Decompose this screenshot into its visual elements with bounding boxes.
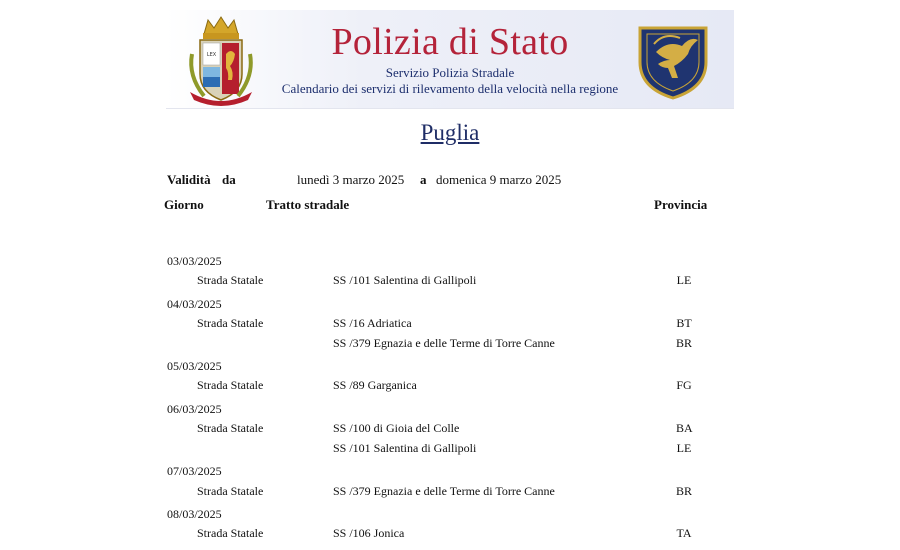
road-type: Strada Statale <box>197 484 264 498</box>
validity-to-label: a <box>420 172 427 187</box>
road-segment: SS /379 Egnazia e delle Terme di Torre Canne <box>333 336 555 350</box>
day-date: 04/03/2025 <box>167 297 222 311</box>
validity-from-label: da <box>222 172 236 187</box>
province-code: FG <box>676 378 692 392</box>
province-code: LE <box>676 273 692 287</box>
day-date: 06/03/2025 <box>167 402 222 416</box>
road-segment: SS /101 Salentina di Gallipoli <box>333 441 477 455</box>
day-date: 08/03/2025 <box>167 507 222 521</box>
banner-title: Polizia di Stato <box>331 21 569 63</box>
road-type: Strada Statale <box>197 421 264 435</box>
road-segment: SS /379 Egnazia e delle Terme di Torre Canne <box>333 484 555 498</box>
province-code: LE <box>676 441 692 455</box>
day-date: 07/03/2025 <box>167 464 222 478</box>
banner-subtitle-service: Servizio Polizia Stradale <box>385 65 515 80</box>
province-code: BT <box>676 316 692 330</box>
day-date: 03/03/2025 <box>167 254 222 268</box>
road-segment: SS /16 Adriatica <box>333 316 412 330</box>
road-type: Strada Statale <box>197 273 264 287</box>
validity-end-date: domenica 9 marzo 2025 <box>436 172 562 187</box>
header-banner <box>166 10 734 109</box>
road-type: Strada Statale <box>197 526 264 540</box>
road-segment: SS /89 Garganica <box>333 378 417 392</box>
validity-start-date: lunedì 3 marzo 2025 <box>297 172 405 187</box>
column-header-province: Provincia <box>654 197 708 212</box>
road-type: Strada Statale <box>197 378 264 392</box>
province-code: BR <box>676 484 693 498</box>
column-header-road: Tratto stradale <box>266 197 350 212</box>
province-code: BR <box>676 336 693 350</box>
day-date: 05/03/2025 <box>167 359 222 373</box>
road-segment: SS /106 Jonica <box>333 526 405 540</box>
svg-text:LEX: LEX <box>206 52 217 58</box>
banner-subtitle-calendar: Calendario dei servizi di rilevamento della velocità nella regione <box>281 81 619 96</box>
road-type: Strada Statale <box>197 316 264 330</box>
road-segment: SS /100 di Gioia del Colle <box>333 421 460 435</box>
road-segment: SS /101 Salentina di Gallipoli <box>333 273 477 287</box>
validity-label: Validità <box>167 172 211 187</box>
province-code: BA <box>676 421 693 435</box>
column-header-day: Giorno <box>164 197 204 212</box>
region-title: Puglia <box>420 120 480 145</box>
province-code: TA <box>676 526 692 540</box>
